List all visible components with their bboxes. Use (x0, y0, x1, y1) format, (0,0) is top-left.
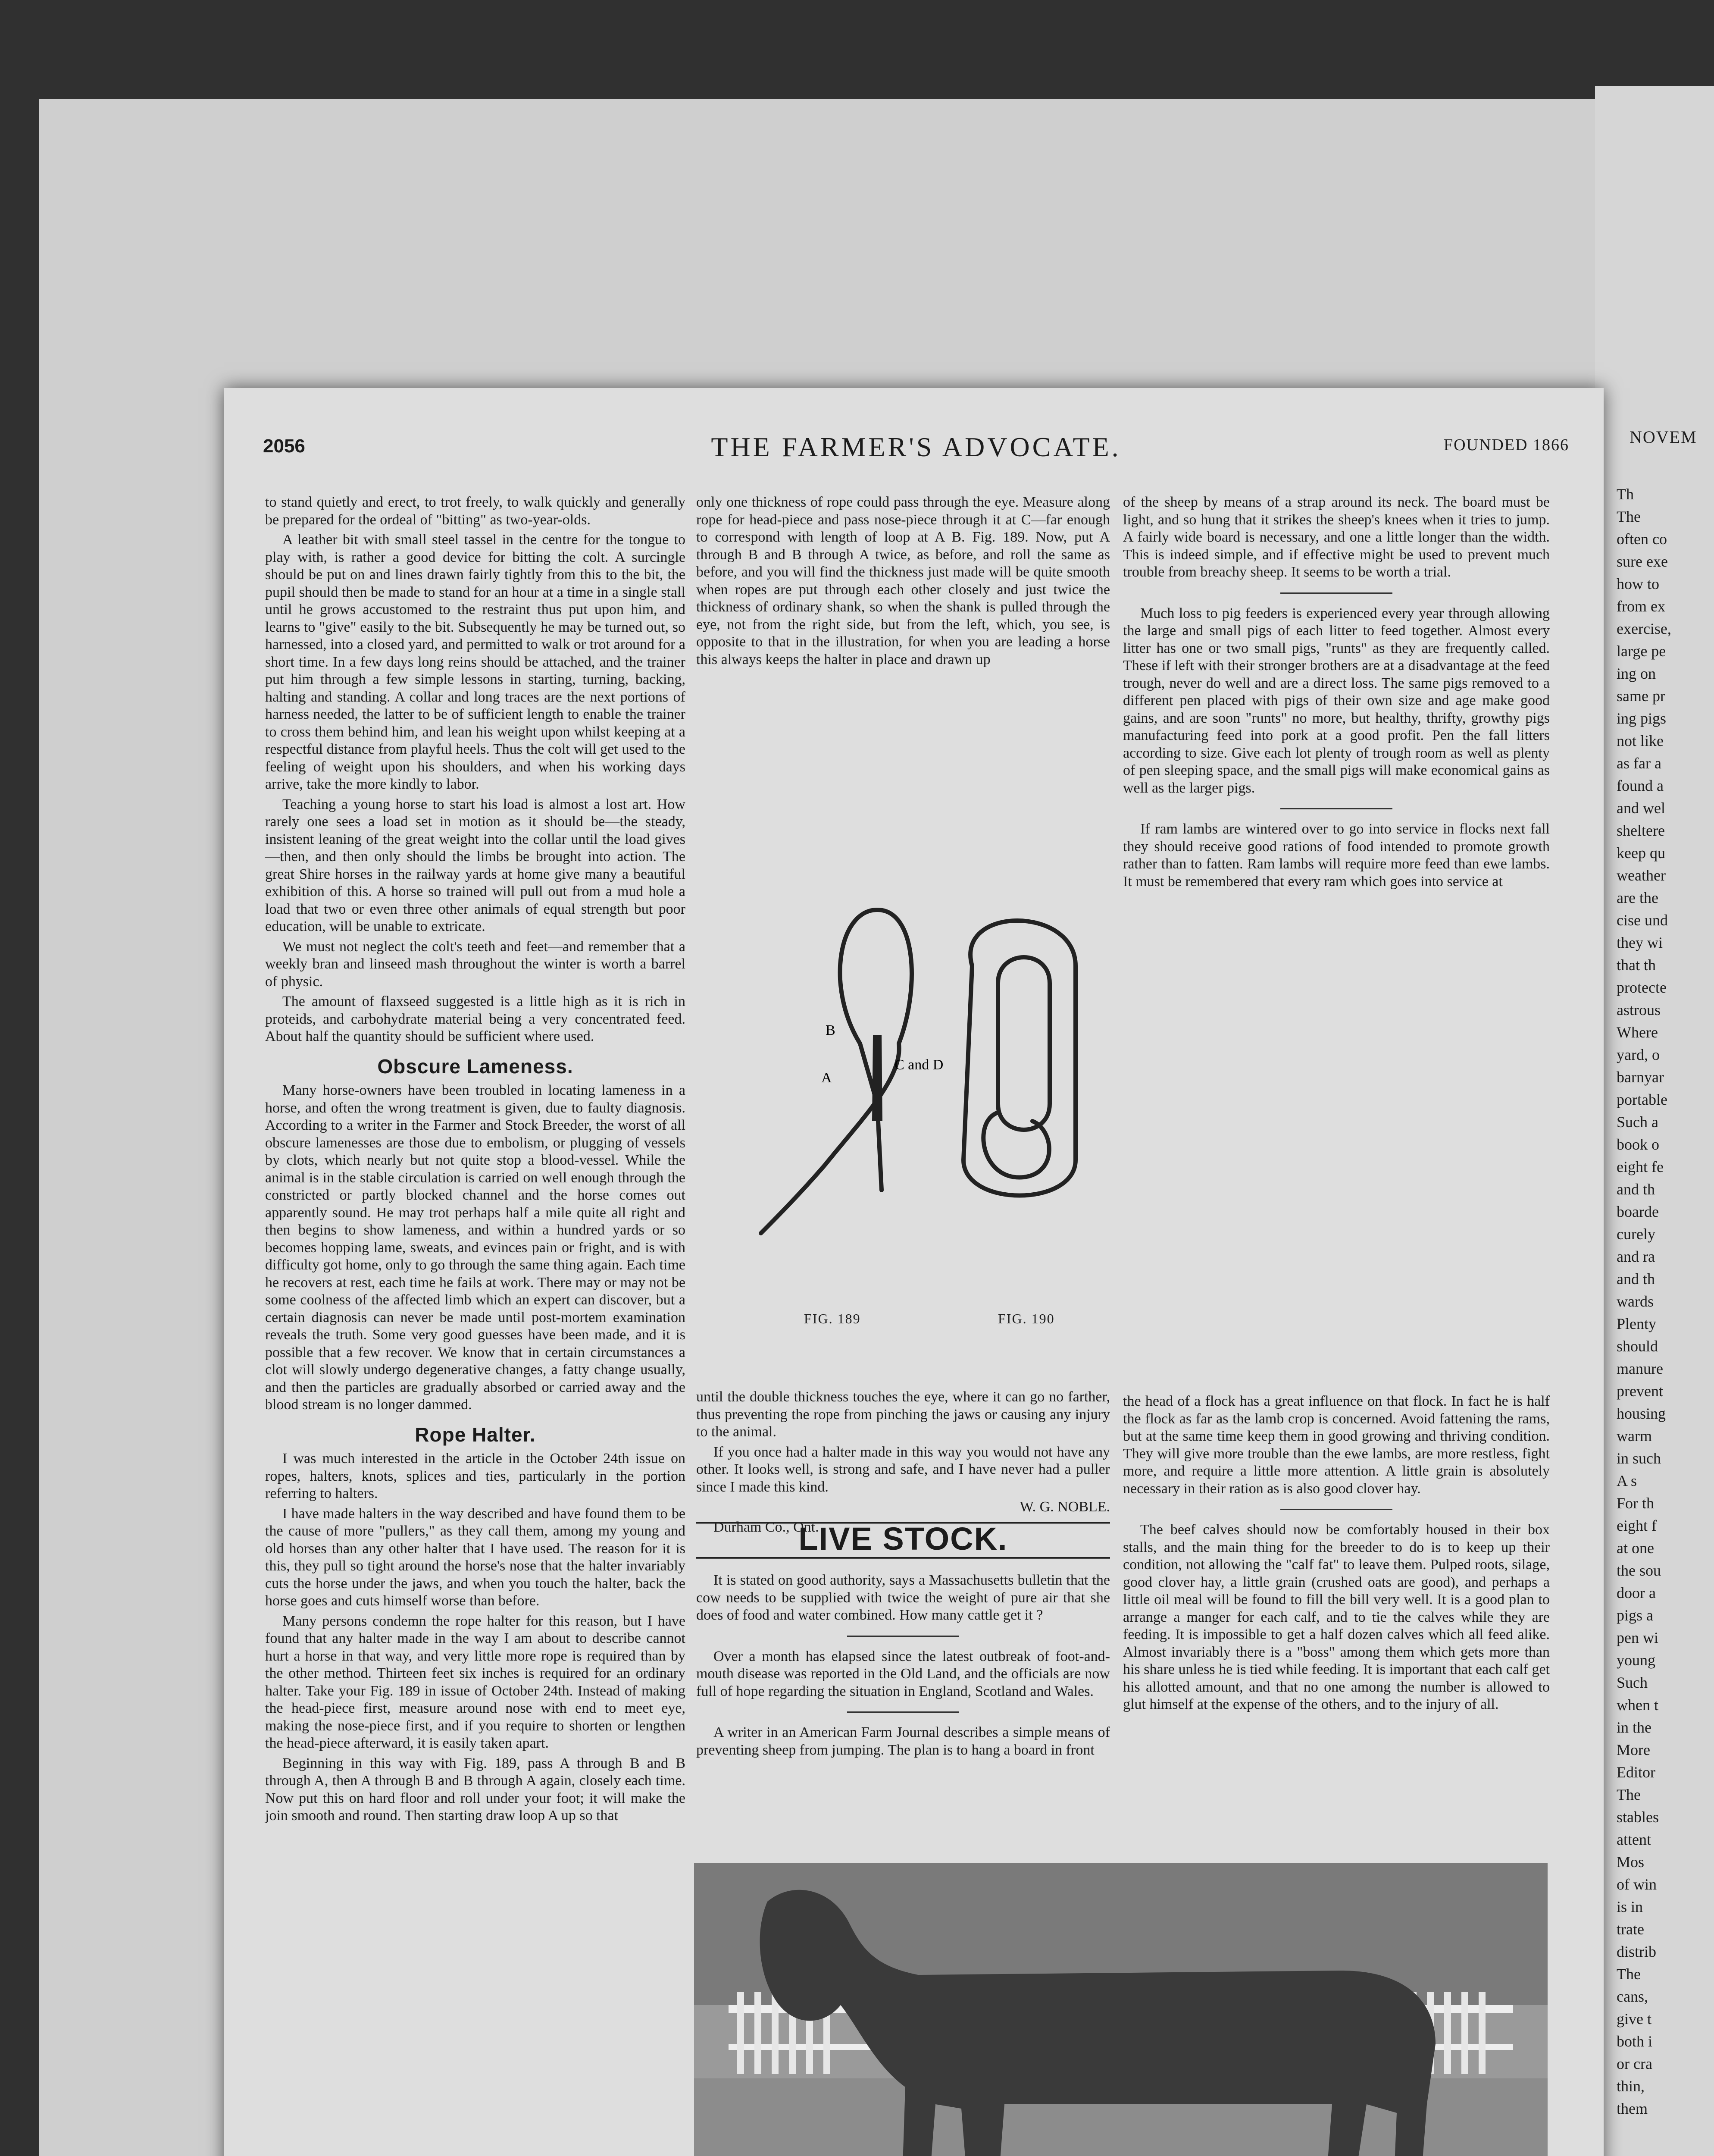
fig189-label-a: A (821, 1070, 832, 1086)
adjacent-page-fragment: astrous (1617, 1001, 1661, 1018)
paragraph: Many persons condemn the rope halter for this reason, but I have found that any halter made in the way I am about to describe cannot hurt a horse in that way, and very little more rope is required than by the other method. Thirteen feet six inches is required for an ordinary halter. Take your Fig. 189 in issue of October 24th. Instead of making the head-piece first, measure around nose with end to meet eye, making the nose-piece first, and if you require to shorten or lengthen the head-piece afterward, it is easily taken apart. (265, 1613, 685, 1751)
halter-figures (696, 880, 1127, 1380)
adjacent-page-fragment: warm (1617, 1427, 1652, 1445)
divider-rule (1280, 808, 1392, 809)
adjacent-page-fragment: pen wi (1617, 1629, 1658, 1646)
publication-title: THE FARMER'S ADVOCATE. (711, 432, 1121, 462)
paragraph: The amount of flaxseed suggested is a little high as it is rich in proteids, and carbohydrate material being a very concentrated feed. About half the quantity should be sufficient where used. (265, 993, 685, 1044)
adjacent-page-fragment: at one (1617, 1539, 1654, 1557)
adjacent-page-fragment: weather (1617, 867, 1666, 884)
adjacent-page-fragment: Mos (1617, 1853, 1645, 1871)
adjacent-page-fragment: how to (1617, 575, 1659, 592)
adjacent-page-fragment: often co (1617, 530, 1667, 548)
section-heading-rope-halter: Rope Halter. (415, 1423, 536, 1446)
adjacent-page-fragment: protecte (1617, 979, 1667, 996)
adjacent-page-fragment: wards (1617, 1293, 1654, 1310)
adjacent-page-fragment: them (1617, 2100, 1648, 2117)
adjacent-page-fragment: book o (1617, 1136, 1659, 1153)
adjacent-page-fragment: cans, (1617, 1988, 1648, 2005)
page-number: 2056 (263, 436, 305, 457)
paragraph: Beginning in this way with Fig. 189, pass A through B and B through A, then A through B and B through A again, closely each time. Now put this on hard floor and roll under your foot; it will make the join smooth and round. Then starting draw loop A up so that (265, 1755, 685, 1824)
paragraph: It is stated on good authority, says a Massachusetts bulletin that the cow needs to be supplied with twice the weight of pure air that she does of food and water combined. How many cattle get it ? (696, 1572, 1110, 1623)
paragraph: Teaching a young horse to start his load is almost a lost art. How rarely one sees a load set in motion as it should be—the steady, insistent leaning of the great weight into the collar until the load gives—then, and then only should the limbs be brought into action. The great Shire horses in the railway yards at home give many a beautiful exhibition of this. A horse so trained will pull out from a mud hole a load that two or even three other animals of equal strength but poor education, will be unable to extricate. (265, 796, 685, 934)
divider-rule (847, 1636, 959, 1637)
adjacent-page-fragment: Where (1617, 1024, 1658, 1041)
adjacent-page-fragment: portable (1617, 1091, 1667, 1108)
adjacent-page-fragment: found a (1617, 777, 1664, 794)
adjacent-page-fragment: door a (1617, 1584, 1656, 1601)
adjacent-page-fragment: thin, (1617, 2078, 1645, 2095)
paragraph: The beef calves should now be comfortably housed in their box stalls, and the main thing for the breeder to do is to keep up their condition, not allowing the "calf fat" to leave them. Pulped roots, silage, good clover hay, a little grain (crushed oats are good), and perhaps a little oil meal will be found to fill the bill very well. It is a good plan to arrange a manger for each calf, and to tie the calves while they are feeding. It is impossible to get a half dozen calves which all feed alike. Almost invariably there is a "boss" among them which gets more than his share unless he is tied while feeding. It is important that each calf get his allotted amount, and that no one among the number is allowed to glut himself at the expense of the others, and to the injury of all. (1123, 1522, 1550, 1712)
section-heading-obscure-lameness: Obscure Lameness. (377, 1055, 573, 1078)
column-3-bottom (1123, 1393, 1550, 1714)
fig-189-caption: FIG. 189 (804, 1311, 861, 1326)
adjacent-page-fragment: give t (1617, 2010, 1651, 2028)
adjacent-page-fragment: in such (1617, 1450, 1661, 1467)
paragraph: Much loss to pig feeders is experienced every year through allowing the large and small pigs of each litter to feed together. Almost every litter has one or two small pigs, "runts" as they are frequently called. These if left with their stronger brothers are at a disadvantage at the feed trough, never do well and are a direct loss. The same pigs removed to a different pen placed with pigs of their own size and age make good gains, and are soon "runts" no more, but healthy, thrifty, growthy pigs manufacturing feed into pork at a good profit. Pen the fall litters according to size. Give each lot plenty of trough room as well as plenty of pen sleeping space, and the small pigs will make economical gains as well as the larger pigs. (1123, 605, 1550, 796)
divider-rule (1280, 592, 1392, 594)
fig189-label-cd: C and D (895, 1057, 944, 1073)
adjacent-page-fragment: The (1617, 508, 1641, 525)
adjacent-page-fragment: sure exe (1617, 553, 1668, 570)
adjacent-page-fragment: pigs a (1617, 1607, 1653, 1624)
column-3-top (1123, 494, 1550, 893)
founded-line: FOUNDED 1866 (1443, 436, 1569, 454)
column-2-after-figure (696, 1388, 1110, 1539)
adjacent-page-fragment: ing on (1617, 665, 1656, 682)
adjacent-page-fragment: eight f (1617, 1517, 1657, 1534)
adjacent-page-fragment: that th (1617, 956, 1656, 974)
adjacent-page-fragment: same pr (1617, 687, 1665, 705)
paragraph: to stand quietly and erect, to trot freely, to walk quickly and generally be prepared for the ordeal of "bitting" as two-year-olds. (265, 494, 685, 528)
column-2-top (696, 494, 1110, 671)
divider-rule (1280, 1509, 1392, 1510)
adjacent-page-fragment: A s (1617, 1472, 1637, 1489)
paragraph: If ram lambs are wintered over to go into service in flocks next fall they should receive good rations of food intended to promote growth rather than to fatten. Ram lambs will require more feed than ewe lambs. It must be remembered that every ram which goes into service at (1123, 821, 1550, 890)
adjacent-page-fragment: stables (1617, 1808, 1659, 1826)
paragraph: A leather bit with small steel tassel in the centre for the tongue to play with, is rather a good device for bitting the colt. A surcingle should be put on and lines drawn fairly tightly from this to the bit, the pupil should then be made to stand for an hour at a time in a single stall until he grows accustomed to the restraint thus put upon him, and learns to "give" easily to the bit. Subsequently he may be turned out, so harnessed, into a closed yard, and permitted to walk or trot around for a short time. In a few days long reins should be attached, and the trainer put him through a few simple lessons in starting, turning, backing, halting and standing. A collar and long traces are the next portions of harness needed, the latter to be of sufficient length to enable the trainer to cross them behind him, and lean his weight upon whilst keeping at a respectful distance from playful heels. Thus the colt will get used to the feeling of weight upon his shoulders, and when his working days arrive, take the more kindly to labor. (265, 532, 685, 792)
adjacent-page-fragment: More (1617, 1741, 1650, 1758)
adjacent-page-fragment: yard, o (1617, 1046, 1660, 1063)
adjacent-page-fragment: For th (1617, 1495, 1655, 1512)
live-stock-banner (696, 1518, 1110, 1559)
adjacent-page-fragment: barnyar (1617, 1069, 1664, 1086)
newspaper-page (224, 388, 1604, 2156)
paragraph: A writer in an American Farm Journal describes a simple means of preventing sheep from jumping. The plan is to hang a board in front (696, 1724, 1110, 1758)
adjacent-page-fragment: and wel (1617, 799, 1665, 817)
adjacent-page-fragment: and th (1617, 1181, 1655, 1198)
adjacent-page-fragment: The (1617, 1786, 1641, 1803)
adjacent-page-fragment: The (1617, 1965, 1641, 1983)
author-location: Durham Co., Ont. (713, 1519, 819, 1535)
adjacent-page-fragment: sheltere (1617, 822, 1665, 839)
fig190-outer-loop (963, 921, 1076, 1196)
adjacent-page-fragment: Such (1617, 1674, 1648, 1691)
page-header (263, 432, 1569, 466)
adjacent-page-fragment: and th (1617, 1270, 1655, 1288)
column-1 (265, 494, 685, 1827)
adjacent-page-fragment: or cra (1617, 2055, 1652, 2072)
adjacent-page-fragment: Plenty (1617, 1315, 1657, 1332)
paragraph: If you once had a halter made in this way you would not have any other. It looks well, is strong and safe, and I have never had a puller since I made this kind. (696, 1444, 1110, 1495)
adjacent-page-fragment: manure (1617, 1360, 1663, 1377)
horse-photograph (694, 1863, 1548, 2156)
adjacent-page-fragment: cise und (1617, 912, 1668, 929)
paragraph: Over a month has elapsed since the latest outbreak of foot-and-mouth disease was reported in the Old Land, and the officials are now full of hope regarding the situation in England, Scotland and Wales. (696, 1648, 1110, 1699)
adjacent-page-fragment: is in (1617, 1898, 1643, 1915)
adjacent-page-fragment: attent (1617, 1831, 1651, 1848)
adjacent-page-fragment: and ra (1617, 1248, 1655, 1265)
author-signature: W. G. NOBLE. (1020, 1499, 1110, 1515)
adjacent-page-fragment: eight fe (1617, 1158, 1664, 1175)
fig190-inner-loop (998, 957, 1050, 1130)
adjacent-page-fragment: curely (1617, 1225, 1655, 1243)
adjacent-page-fragment: both i (1617, 2033, 1653, 2050)
adjacent-page-fragment: young (1617, 1651, 1655, 1669)
adjacent-page-fragment: trate (1617, 1921, 1644, 1938)
adjacent-page-fragment: are the (1617, 889, 1658, 906)
paragraph: only one thickness of rope could pass through the eye. Measure along rope for head-piece and pass nose-piece through it at C—far enough to correspond with length of loop at A B. Fig. 189. Now, put A through B and B through A twice, as before, and roll the same as before, and you will find the thickness just made will be quite smooth when ropes are put through each other closely and just twice the thickness of ordinary shank, so when the shank is pulled through the eye, not from the right side, but from the left, which, you see, is opposite to that in the illustration, for when you are leading a horse this always keeps the halter in place and drawn up (696, 494, 1110, 667)
fig189-rope-loop (840, 910, 912, 1044)
adjacent-page-fragment: distrib (1617, 1943, 1657, 1960)
adjacent-page-fragment: in the (1617, 1719, 1651, 1736)
adjacent-page-fragment: they wi (1617, 934, 1663, 951)
adjacent-page-fragment: as far a (1617, 755, 1661, 772)
paragraph: of the sheep by means of a strap around its neck. The board must be light, and so hung that it strikes the sheep's knees when it tries to jump. A fairly wide board is necessary, and one a little longer than the width. This is indeed simple, and if effective might be used to prevent much trouble from breachy sheep. It seems to be worth a trial. (1123, 494, 1550, 580)
paragraph: I was much interested in the article in the October 24th issue on ropes, halters, knots, splices and ties, particularly in the portion referring to halters. (265, 1451, 685, 1501)
adjacent-page-fragment: exercise, (1617, 620, 1671, 637)
adjacent-page-header: NOVEM (1630, 427, 1697, 447)
adjacent-page-fragment: from ex (1617, 598, 1665, 615)
adjacent-page-fragment: not like (1617, 732, 1664, 749)
column-2-live-stock (696, 1572, 1110, 1761)
adjacent-page-fragment: keep qu (1617, 844, 1665, 862)
adjacent-page-fragment: Th (1617, 486, 1634, 503)
adjacent-page-fragment: should (1617, 1338, 1658, 1355)
paragraph: I have made halters in the way described and have found them to be the cause of more "pullers," as they call them, among my young and old horses than any other halter that I have used. The reason for it is this, they pull so tight around the horse's nose that the halter invariably cuts the horse under the jaws, and when you touch the halter, back the horse goes and cuts himself worse than before. (265, 1505, 685, 1609)
adjacent-page-fragment: of win (1617, 1876, 1657, 1893)
adjacent-page-fragment: ing pigs (1617, 710, 1667, 727)
paragraph: the head of a flock has a great influence on that flock. In fact he is half the flock as far as the lamb crop is concerned. Avoid fattening the rams, but at the same time keep them in good growing and thriving condition. They will give more trouble than the ewe lambs, are more restless, fight more, and require a little more attention. A little grain is absolutely necessary in their ration as is also good clover hay. (1123, 1393, 1550, 1497)
horse-photo-illustration (694, 1863, 1548, 2156)
paragraph: We must not neglect the colt's teeth and feet—and remember that a weekly bran and linseed mash throughout the winter is worth a barrel of physic. (265, 938, 685, 990)
halter-diagram (696, 880, 1127, 1311)
adjacent-page-edge (1595, 86, 1714, 2156)
adjacent-page-fragment: when t (1617, 1696, 1658, 1714)
fig190-coil (983, 1112, 1049, 1178)
live-stock-heading: LIVE STOCK. (798, 1521, 1008, 1557)
adjacent-page-fragment: large pe (1617, 642, 1666, 660)
fig189-knot (872, 1035, 882, 1121)
adjacent-page-fragment: housing (1617, 1405, 1666, 1422)
adjacent-page-fragment: boarde (1617, 1203, 1659, 1220)
adjacent-page-fragment: the sou (1617, 1562, 1661, 1579)
paragraph: Many horse-owners have been troubled in locating lameness in a horse, and often the wrong treatment is given, due to faulty diagnosis. According to a writer in the Farmer and Stock Breeder, the worst of all obscure lamenesses are those due to embolism, or plugging of vessels by clots, which nearly but not quite stop a blood-vessel. While the animal is in the stable circulation is carried on well enough through the constricted or partly blocked channel and the horse comes out apparently sound. He may trot perhaps half a mile quite all right and then begins to show lameness, and within a hundred yards or so becomes hopping lame, sweats, and evinces pain or fright, and is with difficulty got home, only to go through the same thing again. Each time he recovers at rest, each time he fails at work. There may or may not be some coolness of the affected limb which an expert can discover, but a certain diagnosis can never be made until post-mortem examination reveals the truth. Some very good guesses have been made, and it is possible that a few recover. We know that in certain circumstances a clot will slowly undergo degenerative changes, a fatty change usually, and then the particles are gradually absorbed or carried away and the blood stream is no longer dammed. (265, 1082, 685, 1413)
adjacent-page-fragment: Such a (1617, 1113, 1658, 1131)
adjacent-page-fragment: Editor (1617, 1764, 1655, 1781)
divider-rule (847, 1711, 959, 1713)
fig-190-caption: FIG. 190 (998, 1311, 1055, 1326)
paragraph: until the double thickness touches the eye, where it can go no farther, thus preventing the rope from pinching the jaws or causing any injury to the animal. (696, 1389, 1110, 1440)
adjacent-page-fragment: prevent (1617, 1382, 1663, 1400)
fig189-label-b: B (826, 1022, 835, 1038)
